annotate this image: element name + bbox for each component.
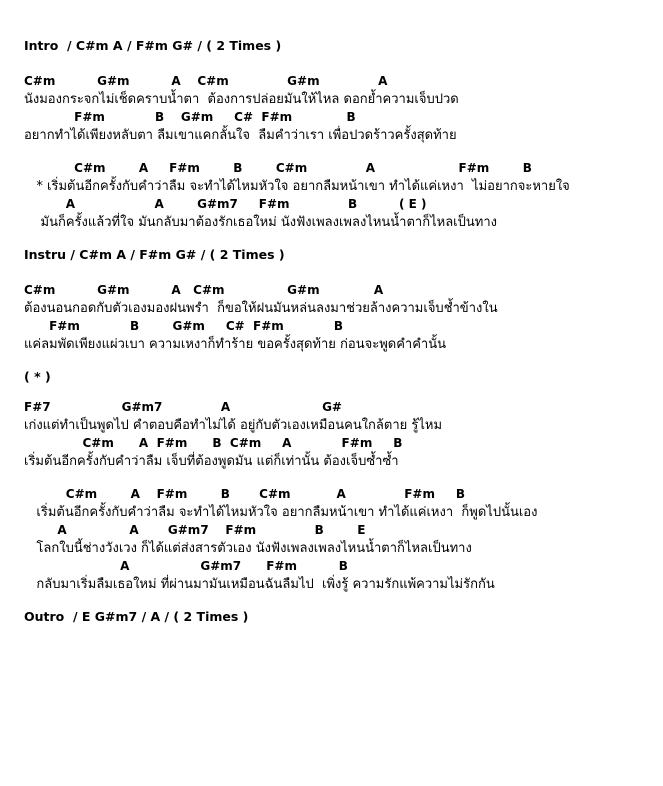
lyric-line: อยากทำได้เพียงหลับตา ลืมเขาแคกลั้นใจ ลืมคำว่าเรา เพื่อปวดร้าวครั้งสุดท้าย [24, 128, 457, 143]
chord-line: C#m A F#m B C#m A F#m B [24, 436, 403, 450]
chord-line: F#7 G#m7 A G# [24, 400, 342, 414]
chord-line: C#m A F#m B C#m A F#m B [24, 161, 532, 175]
section-verse-1 [24, 73, 641, 145]
lyric-line: กลับมาเริ่มลืมเธอใหม่ ที่ผ่านมามันเหมือนฉันลืมไป เพิ่งรู้ ความรักแพ้ความไม่รักกัน [24, 577, 495, 592]
section-bridge [24, 399, 641, 471]
chord-line: A G#m7 F#m B [24, 559, 348, 573]
lyric-line: นังมองกระจกไม่เช็ดคราบน้ำตา ต้องการปล่อยมันให้ไหล ดอกย้ำความเจ็บปวด [24, 92, 459, 107]
spacer [24, 232, 641, 247]
spacer [24, 53, 641, 73]
repeat-chorus-label: ( * ) [24, 369, 51, 384]
lyric-line: ต้องนอนกอดกับตัวเองมองฝนพรำ ก็ขอให้ฝนมันหล่นลงมาช่วยล้างความเจ็บช้ำข้างใน [24, 301, 498, 316]
lyric-line: แค่ลมพัดเพียงแผ่วเบา ความเหงาก็ทำร้าย ขอครั้งสุดท้าย ก่อนจะพูดคำคำนั้น [24, 337, 446, 352]
section-verse-2 [24, 282, 641, 354]
section-chorus-1 [24, 160, 641, 232]
spacer [24, 471, 641, 486]
chord-line: C#m A F#m B C#m A F#m B [24, 487, 466, 501]
lyric-line: มันก็ครั้งแล้วที่ใจ มันกลับมาต้องรักเธอใหม่ นังฟังเพลงเพลงไหนน้ำตาก็ไหลเป็นทาง [24, 215, 497, 230]
section-intro [24, 38, 641, 53]
section-instru [24, 247, 641, 262]
chord-line: C#m G#m A C#m G#m A [24, 283, 384, 297]
spacer [24, 594, 641, 609]
lyric-line: เริ่มต้นอีกครั้งกับคำว่าลืม จะทำได้ไหมหัวใจ อยากลืมหน้าเขา ทำได้แค่เหงา ก็พูดไปนั้นเอง [24, 505, 538, 520]
spacer [24, 384, 641, 399]
chord-line: F#m B G#m C# F#m B [24, 319, 344, 333]
spacer [24, 145, 641, 160]
lyric-line: * เริ่มต้นอีกครั้งกับคำว่าลืม จะทำได้ไหมหัวใจ อยากลืมหน้าเขา ทำได้แค่เหงา ไม่อยากจะหายใจ [24, 179, 570, 194]
intro-label: Intro / C#m A / F#m G# / ( 2 Times ) [24, 38, 282, 53]
lyric-line: เริ่มต้นอีกครั้งกับคำว่าลืม เจ็บที่ต้องพูดมัน แต่ก็เท่านั้น ต้องเจ็บซ้ำซ้ำ [24, 454, 399, 469]
spacer [24, 262, 641, 282]
lyric-line: เก่งแต่ทำเป็นพูดไป คำตอบคือทำไม่ได้ อยู่กับตัวเองเหมือนคนใกล้ตาย รู้ไหม [24, 418, 443, 433]
outro-label: Outro / E G#m7 / A / ( 2 Times ) [24, 609, 249, 624]
chord-line: A A G#m7 F#m B E [24, 523, 366, 537]
chord-line: C#m G#m A C#m G#m A [24, 74, 388, 88]
chord-line: F#m B G#m C# F#m B [24, 110, 356, 124]
section-repeat-chorus [24, 369, 641, 384]
instru-label: Instru / C#m A / F#m G# / ( 2 Times ) [24, 247, 285, 262]
lyric-line: โลกใบนี้ช่างวังเวง ก็ได้แต่ส่งสารตัวเอง นังฟังเพลงเพลงไหนน้ำตาก็ไหลเป็นทาง [24, 541, 472, 556]
chord-line: A A G#m7 F#m B ( E ) [24, 197, 427, 211]
section-chorus-2 [24, 486, 641, 594]
section-outro [24, 609, 641, 624]
spacer [24, 354, 641, 369]
